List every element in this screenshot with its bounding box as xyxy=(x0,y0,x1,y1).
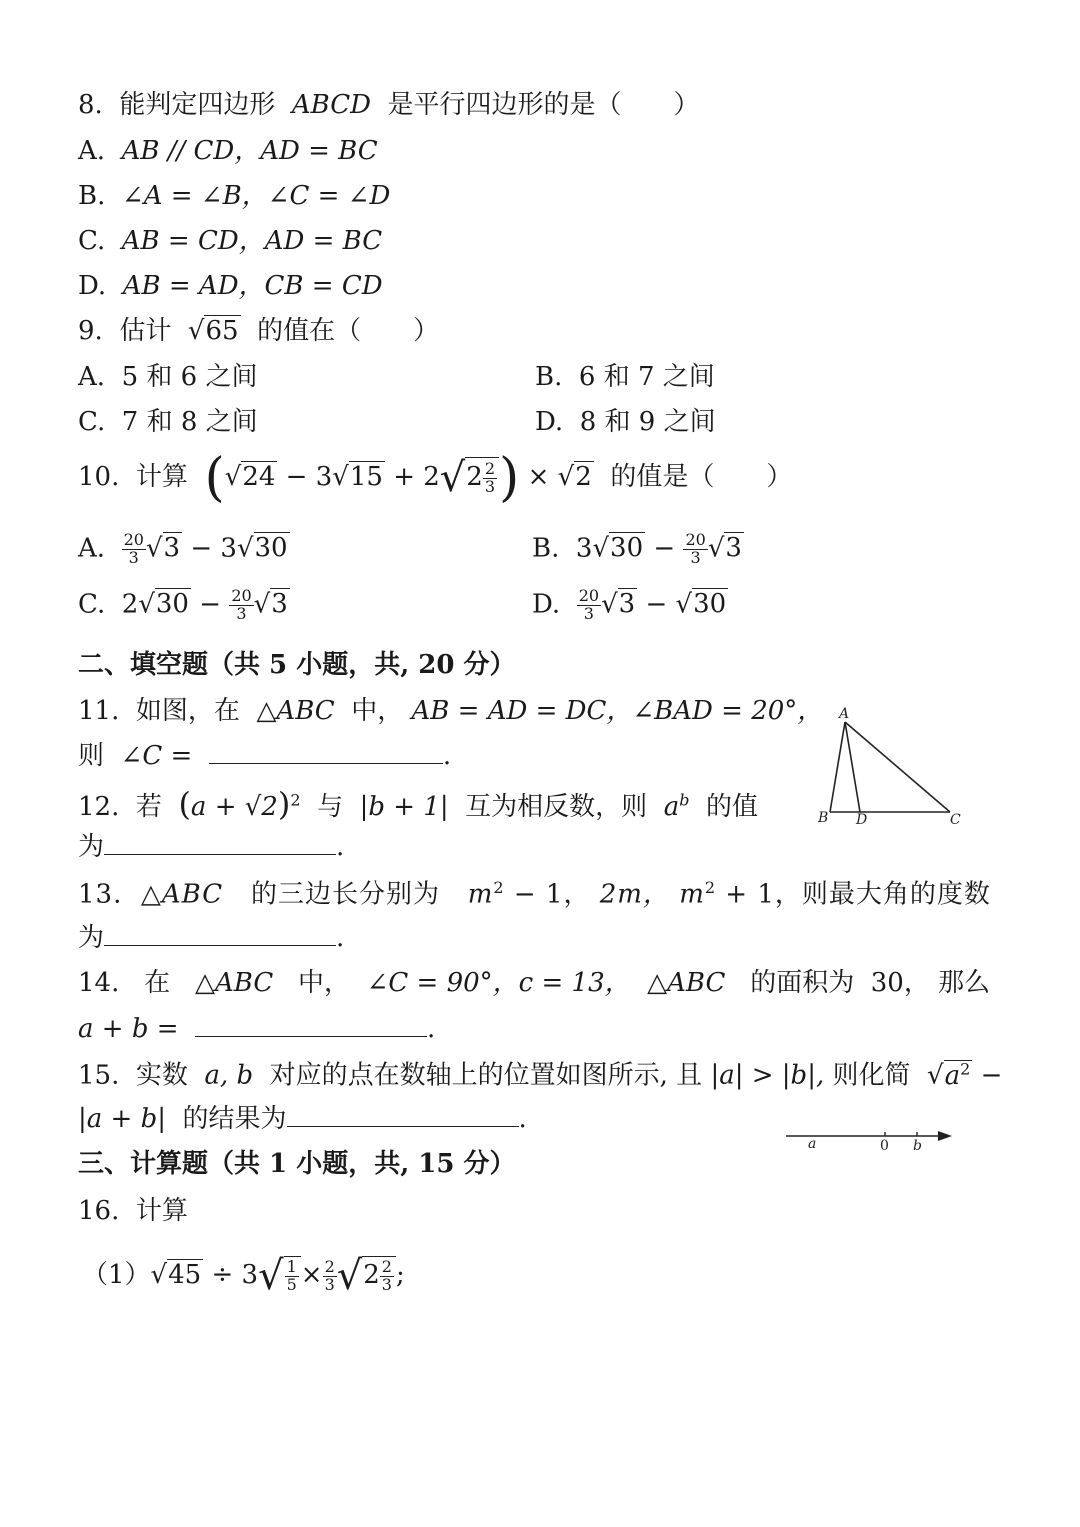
q13-line2: 为 . xyxy=(78,923,345,953)
q11-answer-blank[interactable] xyxy=(209,761,443,764)
number-line-label-b: b xyxy=(913,1138,922,1154)
triangle-figure xyxy=(812,700,972,830)
q12-line1: 12. 若 $(a + √2)^2$ 与 |b + 1| 互为相反数，则 $a^b$ 的值 xyxy=(78,785,759,823)
section-2-title: 二、填空题（共 5 小题，共, 20 分） xyxy=(78,650,516,680)
q10-option-c: C. 2√30 − $\frac{20}{3}$ √3 xyxy=(78,586,288,623)
q14-line2: a + b = . xyxy=(78,1014,436,1044)
q8-option-a: A. AB // CD，AD = BC xyxy=(78,136,378,166)
q15-line1: 15. 实数 a, b 对应的点在数轴上的位置如图所示, 且 |a| > |b|, 则化简 $√a^2$ − xyxy=(78,1059,1003,1091)
triangle-label-d: D xyxy=(856,812,868,828)
q9-option-a: A. 5 和 6 之间 xyxy=(78,362,258,392)
q8-option-c: C. AB = CD，AD = BC xyxy=(78,226,383,256)
triangle-label-b: B xyxy=(818,810,829,826)
q12-line2: 为 . xyxy=(78,832,345,862)
q10-stem: 10. 计算 (√24 − 3√15 + 2√2 $\frac{2}{3}$ ) × √2 的值是（ ） xyxy=(78,448,793,508)
q11-line1: 11. 如图，在 △ABC 中， AB = AD = DC，∠BAD = 20°， xyxy=(78,696,824,726)
triangle-label-c: C xyxy=(950,812,961,828)
triangle-side-ab xyxy=(830,722,845,812)
section-3-title: 三、计算题（共 1 小题，共, 15 分） xyxy=(78,1149,516,1179)
q8-option-b: B. ∠A = ∠B，∠C = ∠D xyxy=(78,181,391,211)
q10-option-b: B. 3√30 − $\frac{20}{3}$ √3 xyxy=(532,530,742,567)
number-line-label-a: a xyxy=(808,1136,817,1152)
number-line-figure xyxy=(780,1120,960,1156)
triangle-label-a: A xyxy=(839,706,850,722)
q16-part-1: （1）√45 ÷ 3√ $\frac{1}{5}$ × $\frac{2}{3}$ √2 $\frac{2}{3}$ ; xyxy=(82,1253,405,1299)
q14-line1: 14. 在 △ABC 中， ∠C = 90°，c = 13， △ABC 的面积为 30， 那么 xyxy=(78,968,991,998)
q10-option-a: A. $\frac{20}{3}$ √3 − 3√30 xyxy=(78,530,288,567)
q15-line2: |a + b| 的结果为 . xyxy=(78,1104,527,1134)
q16-stem: 16. 计算 xyxy=(78,1196,188,1226)
q15-answer-blank[interactable] xyxy=(287,1124,519,1127)
q11-line2: 则 ∠C = . xyxy=(78,741,452,771)
triangle-side-ac xyxy=(845,722,950,812)
q9-stem: 9. 估计 √65 的值在（ ） xyxy=(78,316,440,346)
q10-option-d: D. $\frac{20}{3}$ √3 − √30 xyxy=(532,586,727,623)
q8-stem: 8. 能判定四边形 ABCD 是平行四边形的是（ ） xyxy=(78,90,700,120)
q13-answer-blank[interactable] xyxy=(104,943,336,946)
number-line-label-0: 0 xyxy=(880,1138,889,1154)
q9-option-d: D. 8 和 9 之间 xyxy=(535,407,716,437)
triangle-segment-ad xyxy=(845,722,860,812)
q13-line1: 13. △ABC 的三边长分别为 $m^2 - 1$， 2m， $m^2 + 1$，则最大角的度数 xyxy=(78,878,991,910)
q9-option-c: C. 7 和 8 之间 xyxy=(78,407,258,437)
q9-option-b: B. 6 和 7 之间 xyxy=(535,362,715,392)
q8-option-d: D. AB = AD，CB = CD xyxy=(78,271,383,301)
q12-answer-blank[interactable] xyxy=(104,852,336,855)
number-line-arrow-icon xyxy=(938,1131,952,1141)
q14-answer-blank[interactable] xyxy=(195,1034,427,1037)
